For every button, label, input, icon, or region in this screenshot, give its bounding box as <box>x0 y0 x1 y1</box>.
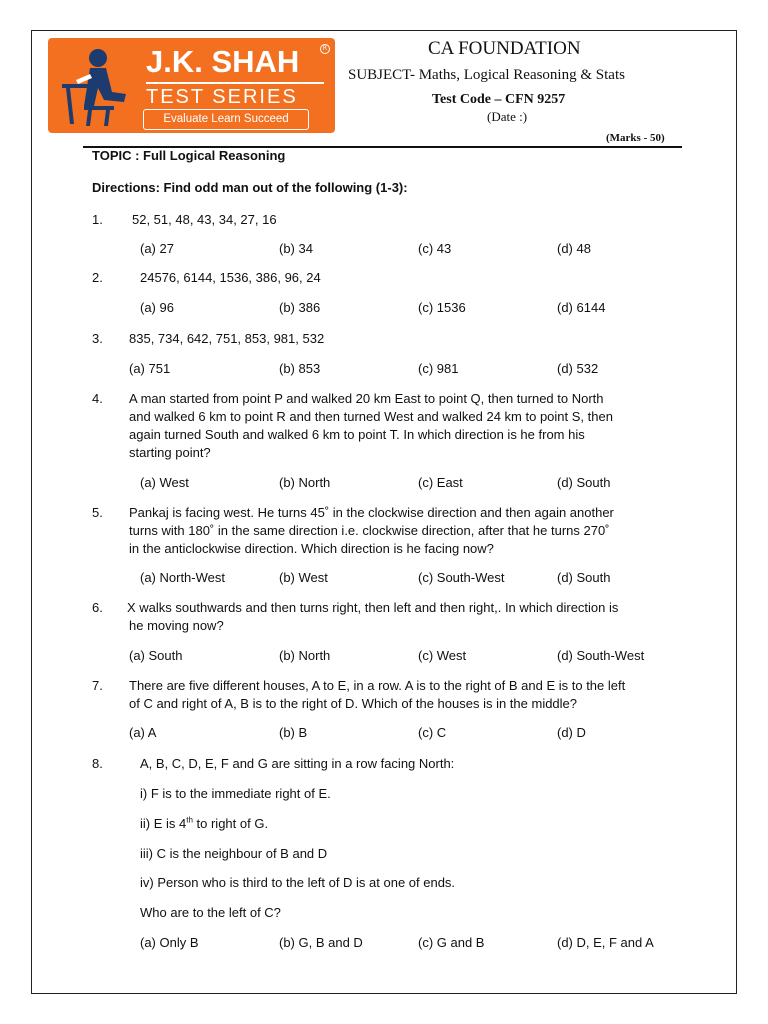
condition: iii) C is the neighbour of B and D <box>140 846 328 861</box>
question-line: A man started from point P and walked 20 km East to point Q, then turned to North <box>129 391 604 406</box>
exam-subject: SUBJECT- Maths, Logical Reasoning & Stats <box>348 67 625 83</box>
option-d: (d) 532 <box>557 361 599 376</box>
total-marks: (Marks - 50) <box>606 132 665 144</box>
option-b: (b) G, B and D <box>279 935 363 950</box>
question-number: 7. <box>92 678 103 693</box>
logo-series: TEST SERIES <box>146 86 298 108</box>
option-a: (a) North-West <box>140 570 225 585</box>
question-number: 3. <box>92 331 103 346</box>
option-d: (d) South-West <box>557 648 645 663</box>
option-d: (d) South <box>557 570 611 585</box>
question-text: 52, 51, 48, 43, 34, 27, 16 <box>132 212 277 227</box>
question-line: X walks southwards and then turns right, then left and then right,. In which direction is <box>127 600 619 615</box>
option-b: (b) 386 <box>279 300 321 315</box>
option-d: (d) 48 <box>557 241 591 256</box>
option-a: (a) A <box>129 725 157 740</box>
option-c: (c) South-West <box>418 570 505 585</box>
option-b: (b) 853 <box>279 361 321 376</box>
topic-heading: TOPIC : Full Logical Reasoning <box>92 148 286 163</box>
option-d: (d) 6144 <box>557 300 606 315</box>
condition: i) F is to the immediate right of E. <box>140 786 331 801</box>
logo-divider <box>146 82 324 84</box>
question-line: starting point? <box>129 445 211 460</box>
option-a: (a) 751 <box>129 361 171 376</box>
condition <box>140 815 268 833</box>
option-b: (b) North <box>279 648 331 663</box>
option-d: (d) D, E, F and A <box>557 935 654 950</box>
superscript: th <box>186 815 193 825</box>
option-c: (c) 43 <box>418 241 452 256</box>
option-b: (b) B <box>279 725 308 740</box>
question-number: 2. <box>92 270 103 285</box>
option-a: (a) 96 <box>140 300 174 315</box>
question-ask: Who are to the left of C? <box>140 905 281 920</box>
jk-shah-logo <box>48 38 335 133</box>
logo-tagline: Evaluate Learn Succeed <box>143 109 309 130</box>
option-d: (d) South <box>557 475 611 490</box>
logo-brand: J.K. SHAH <box>146 44 300 79</box>
student-at-desk-icon <box>54 44 142 128</box>
option-a: (a) Only B <box>140 935 199 950</box>
option-d: (d) D <box>557 725 586 740</box>
question-line: of C and right of A, B is to the right of D. Which of the houses is in the middle? <box>129 696 578 711</box>
question-line: Pankaj is facing west. He turns 45˚ in the clockwise direction and then again another <box>129 505 614 520</box>
option-c: (c) 1536 <box>418 300 466 315</box>
question-number: 8. <box>92 756 103 771</box>
question-text: A, B, C, D, E, F and G are sitting in a row facing North: <box>140 756 455 771</box>
question-number: 1. <box>92 212 103 227</box>
question-line: in the anticlockwise direction. Which direction is he facing now? <box>129 541 494 556</box>
question-number: 6. <box>92 600 103 615</box>
option-b: (b) 34 <box>279 241 313 256</box>
question-line: he moving now? <box>129 618 224 633</box>
question-text: 24576, 6144, 1536, 386, 96, 24 <box>140 270 321 285</box>
option-a: (a) West <box>140 475 189 490</box>
option-c: (c) G and B <box>418 935 485 950</box>
question-line: There are five different houses, A to E, in a row. A is to the right of B and E is to the left <box>129 678 626 693</box>
condition-part: ii) E is 4 <box>140 816 187 831</box>
question-line: and walked 6 km to point R and then turned West and walked 24 km to point S, then <box>129 409 613 424</box>
option-c: (c) C <box>418 725 447 740</box>
registered-mark: R <box>320 44 330 54</box>
exam-title: CA FOUNDATION <box>428 38 581 59</box>
condition: iv) Person who is third to the left of D is at one of ends. <box>140 875 456 890</box>
question-line: turns with 180˚ in the same direction i.e. clockwise direction, after that he turns 270˚ <box>129 523 610 538</box>
option-a: (a) South <box>129 648 183 663</box>
option-b: (b) West <box>279 570 328 585</box>
directions-text: Directions: Find odd man out of the following (1-3): <box>92 180 408 195</box>
option-b: (b) North <box>279 475 331 490</box>
question-text: 835, 734, 642, 751, 853, 981, 532 <box>129 331 325 346</box>
condition-part: to right of G. <box>192 816 269 831</box>
test-code: Test Code – CFN 9257 <box>432 92 566 107</box>
option-c: (c) 981 <box>418 361 459 376</box>
exam-date: (Date :) <box>487 109 528 124</box>
question-number: 4. <box>92 391 103 406</box>
option-a: (a) 27 <box>140 241 174 256</box>
option-c: (c) West <box>418 648 467 663</box>
question-line: again turned South and walked 6 km to point T. In which direction is he from his <box>129 427 585 442</box>
option-c: (c) East <box>418 475 463 490</box>
question-number: 5. <box>92 505 103 520</box>
